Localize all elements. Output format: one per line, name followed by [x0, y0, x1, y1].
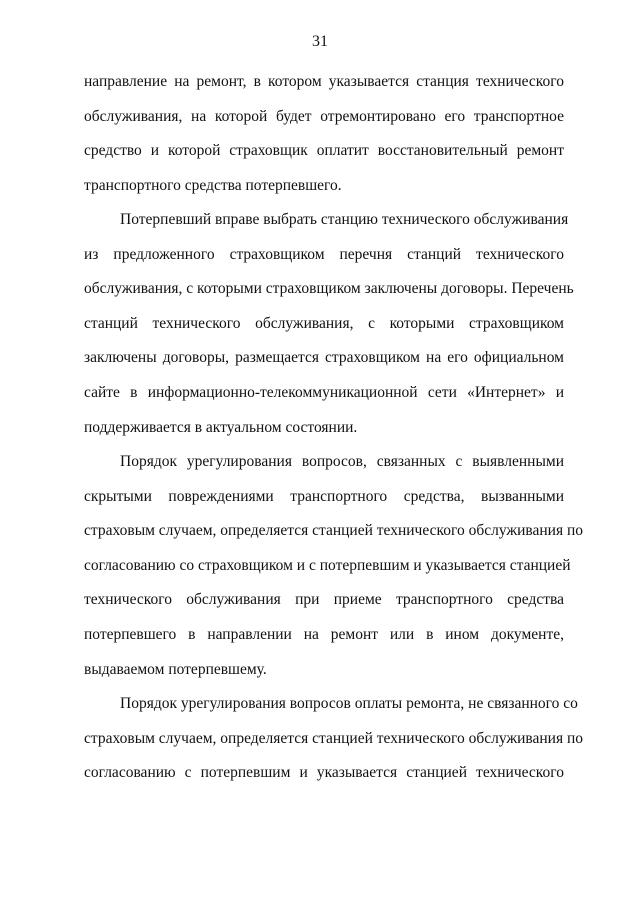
text-line: Порядок урегулирования вопросов, связанных с выявленными — [120, 453, 564, 470]
paragraph-3 — [84, 445, 584, 687]
text-line: сайте в информационно-телекоммуникационной сети «Интернет» и — [84, 383, 564, 401]
paragraph-4 — [84, 687, 584, 791]
text-line: средство и которой страховщик оплатит восстановительный ремонт — [84, 142, 564, 160]
text-line: выдаваемом потерпевшему. — [84, 660, 267, 678]
text-line: обслуживания, с которыми страховщиком заключены договоры. Перечень — [84, 280, 574, 298]
text-line: направление на ремонт, в котором указывается станция технического — [84, 73, 564, 90]
text-line: транспортного средства потерпевшего. — [84, 176, 342, 194]
text-line: поддерживается в актуальном состоянии. — [84, 418, 358, 436]
text-line: обслуживания, на которой будет отремонтировано его транспортное — [84, 107, 564, 125]
text-line: страховым случаем, определяется станцией технического обслуживания по — [84, 522, 584, 540]
text-line: потерпевшего в направлении на ремонт или в ином документе, — [84, 625, 564, 643]
text-line: скрытыми повреждениями транспортного средства, вызванными — [84, 487, 564, 505]
page-number: 31 — [312, 33, 328, 50]
text-line: согласованию со страховщиком и с потерпевшим и указывается станцией — [84, 556, 571, 574]
paragraph-1 — [84, 65, 564, 203]
text-line: из предложенного страховщиком перечня станций технического — [84, 245, 564, 263]
text-line: станций технического обслуживания, с которыми страховщиком — [84, 314, 564, 332]
text-line: согласованию с потерпевшим и указывается станцией технического — [84, 764, 564, 782]
text-line: Потерпевший вправе выбрать станцию технического обслуживания — [120, 211, 569, 228]
text-line: Порядок урегулирования вопросов оплаты ремонта, не связанного со — [120, 695, 578, 712]
text-line: страховым случаем, определяется станцией технического обслуживания по — [84, 729, 584, 747]
paragraph-2 — [84, 203, 574, 445]
text-line: заключены договоры, размещается страховщиком на его официальном — [84, 349, 564, 367]
text-line: технического обслуживания при приеме транспортного средства — [84, 591, 564, 609]
